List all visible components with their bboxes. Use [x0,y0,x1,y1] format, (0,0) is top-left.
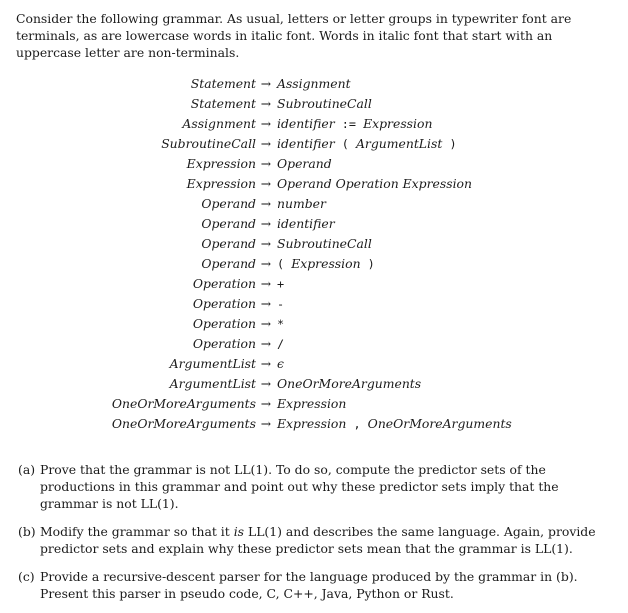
production-row [0,234,628,254]
production-rhs [277,294,284,314]
production-lhs: ArgumentList [169,376,256,391]
grammar-productions [0,74,628,434]
production-lhs: Operand [201,236,256,251]
grammar-symbol: Expression [291,256,361,271]
production-lhs: Operand [201,196,256,211]
exercise-parts [0,461,628,613]
terminal-symbol: ( [334,137,356,151]
part-b-text [40,523,606,557]
part-b [0,523,628,557]
production-rhs [277,414,512,434]
arrow-symbol: → [260,96,272,111]
grammar-symbol: Assignment [277,76,351,91]
production-row [0,134,628,154]
grammar-symbol: Operand [277,156,332,171]
production-rhs [277,194,326,214]
arrow-symbol: → [260,316,272,331]
production-lhs: Operation [192,336,256,351]
production-lhs: Operand [201,216,256,231]
production-rhs [277,314,284,334]
part-a-label: (a) [18,462,36,477]
production-lhs: Expression [186,176,256,191]
production-lhs: Expression [186,156,256,171]
terminal-symbol: , [346,417,368,431]
production-lhs: Operation [192,276,256,291]
grammar-symbol: OneOrMoreArguments [277,376,422,391]
production-rhs [277,114,432,134]
terminal-symbol: / [277,337,285,351]
production-rhs [277,94,372,114]
grammar-symbol: ArgumentList [355,136,443,151]
production-rhs [277,234,372,254]
production-rhs [277,134,457,154]
production-lhs: Operation [192,296,256,311]
arrow-symbol: → [260,276,272,291]
arrow-symbol: → [260,336,272,351]
production-row [0,194,628,214]
production-row [0,354,628,374]
production-lhs: OneOrMoreArguments [111,416,256,431]
production-rhs [277,254,375,274]
arrow-symbol: → [260,136,272,151]
arrow-symbol: → [260,256,272,271]
production-rhs [277,214,335,234]
production-row [0,154,628,174]
grammar-symbol: Operand Operation Expression [277,176,472,191]
intro-paragraph: Consider the following grammar. As usual, letters or letter groups in typewriter font are terminals, as are lowercase words in italic font. Words in italic font that start with an uppercase letter are non-terminals. [16,11,572,60]
arrow-symbol: → [260,196,272,211]
production-rhs [277,154,332,174]
production-rhs [277,174,472,194]
production-lhs: Assignment [182,116,256,131]
terminal-symbol: * [277,317,285,331]
production-row [0,74,628,94]
production-row [0,214,628,234]
terminal-symbol: ) [360,257,375,271]
grammar-symbol: OneOrMoreArguments [367,416,512,431]
production-row [0,294,628,314]
grammar-symbol: identifier [277,136,335,151]
grammar-symbol: Expression [277,416,347,431]
production-row [0,394,628,414]
production-lhs: Statement [190,96,256,111]
arrow-symbol: → [260,176,272,191]
arrow-symbol: → [260,216,272,231]
part-b-label: (b) [18,524,36,539]
arrow-symbol: → [260,156,272,171]
production-row [0,114,628,134]
arrow-symbol: → [260,236,272,251]
production-rhs [277,394,346,414]
terminal-symbol: + [277,277,285,291]
production-row [0,314,628,334]
part-a [0,461,628,512]
arrow-symbol: → [260,116,272,131]
grammar-symbol: number [277,196,326,211]
production-lhs: Operand [201,256,256,271]
grammar-symbol: identifier [277,216,335,231]
production-rhs [277,334,284,354]
part-b-text-before: Modify the grammar so that it [40,524,234,539]
production-lhs: Statement [190,76,256,91]
part-c [0,568,628,602]
arrow-symbol: → [260,356,272,371]
part-b-emphasis: is [233,524,245,539]
terminal-symbol: ) [442,137,457,151]
production-lhs: SubroutineCall [161,136,256,151]
grammar-symbol: ϵ [277,356,284,371]
terminal-symbol: - [277,297,285,311]
arrow-symbol: → [260,76,272,91]
production-row [0,94,628,114]
part-c-label: (c) [18,569,35,584]
arrow-symbol: → [260,296,272,311]
production-row [0,254,628,274]
production-lhs: ArgumentList [169,356,256,371]
terminal-symbol: ( [277,257,292,271]
production-rhs [277,374,421,394]
arrow-symbol: → [260,396,272,411]
grammar-symbol: SubroutineCall [277,236,372,251]
production-row [0,174,628,194]
terminal-symbol: := [334,117,364,131]
part-c-text: Provide a recursive-descent parser for the language produced by the grammar in (b). Present this parser in pseudo code, C, C++, Java, Python or Rust. [40,569,578,601]
part-a-text: Prove that the grammar is not LL(1). To do so, compute the predictor sets of the productions in this grammar and point out why these predictor sets imply that the grammar is not LL(1). [40,462,559,511]
production-row [0,334,628,354]
production-lhs: OneOrMoreArguments [111,396,256,411]
grammar-symbol: Expression [277,396,347,411]
production-rhs [277,74,351,94]
production-row [0,374,628,394]
production-lhs: Operation [192,316,256,331]
arrow-symbol: → [260,416,272,431]
production-row [0,414,628,434]
arrow-symbol: → [260,376,272,391]
production-row [0,274,628,294]
grammar-symbol: Expression [363,116,433,131]
grammar-symbol: identifier [277,116,335,131]
part-b-text-after: LL(1) and describes the same language. Again, provide predictor sets and explain why these predictor sets mean that the grammar is LL(1). [40,524,596,556]
production-rhs [277,354,284,374]
grammar-symbol: SubroutineCall [277,96,372,111]
production-rhs [277,274,284,294]
